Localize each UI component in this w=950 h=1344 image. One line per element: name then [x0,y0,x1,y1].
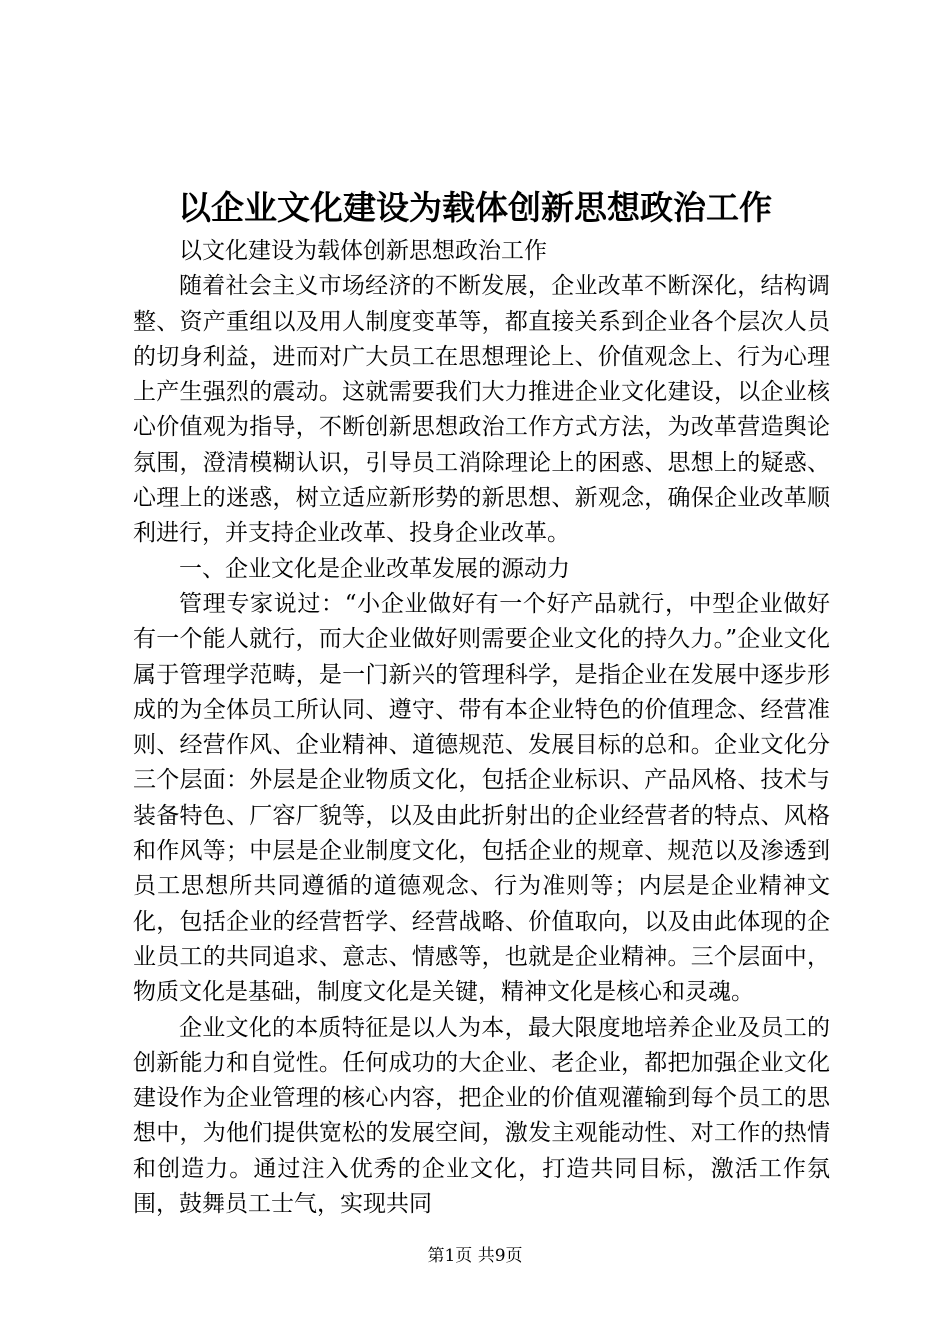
paragraph-intro: 随着社会主义市场经济的不断发展，企业改革不断深化，结构调整、资产重组以及用人制度变革等，都直接关系到企业各个层次人员的切身利益，进而对广大员工在思想理论上、价值观念上、行为心理上产生强烈的震动。这就需要我们大力推进企业文化建设，以企业核心价值观为指导，不断创新思想政治工作方式方法，为改革营造舆论氛围，澄清模糊认识，引导员工消除理论上的困惑、思想上的疑惑、心理上的迷惑，树立适应新形势的新思想、新观念，确保企业改革顺利进行，并支持企业改革、投身企业改革。 [133,273,830,547]
document-title: 以企业文化建设为载体创新思想政治工作 [178,188,772,227]
paragraph-essence: 企业文化的本质特征是以人为本，最大限度地培养企业及员工的创新能力和自觉性。任何成功的大企业、老企业，都把加强企业文化建设作为企业管理的核心内容，把企业的价值观灌输到每个员工的思想中，为他们提供宽松的发展空间，激发主观能动性、对工作的热情和创造力。通过注入优秀的企业文化，打造共同目标，激活工作氛围，鼓舞员工士气，实现共同 [133,1014,830,1218]
page-number-footer: 第1页 共9页 [427,1246,523,1266]
paragraph-definition: 管理专家说过：“小企业做好有一个好产品就行，中型企业做好有一个能人就行，而大企业做好则需要企业文化的持久力。”企业文化属于管理学范畴，是一门新兴的管理科学，是指企业在发展中逐步形成的为全体员工所认同、遵守、带有本企业特色的价值理念、经营准则、经营作风、企业精神、道德规范、发展目标的总和。企业文化分三个层面：外层是企业物质文化，包括企业标识、产品风格、技术与装备特色、厂容厂貌等，以及由此折射出的企业经营者的特点、风格和作风等；中层是企业制度文化，包括企业的规章、规范以及渗透到员工思想所共同遵循的道德观念、行为准则等；内层是企业精神文化，包括企业的经营哲学、经营战略、价值取向，以及由此体现的企业员工的共同追求、意志、情感等，也就是企业精神。三个层面中，物质文化是基础，制度文化是关键，精神文化是核心和灵魂。 [133,590,830,1006]
section-heading-1: 一、企业文化是企业改革发展的源动力 [179,555,570,582]
document-body [133,234,830,1222]
document-subtitle: 以文化建设为载体创新思想政治工作 [179,238,547,264]
